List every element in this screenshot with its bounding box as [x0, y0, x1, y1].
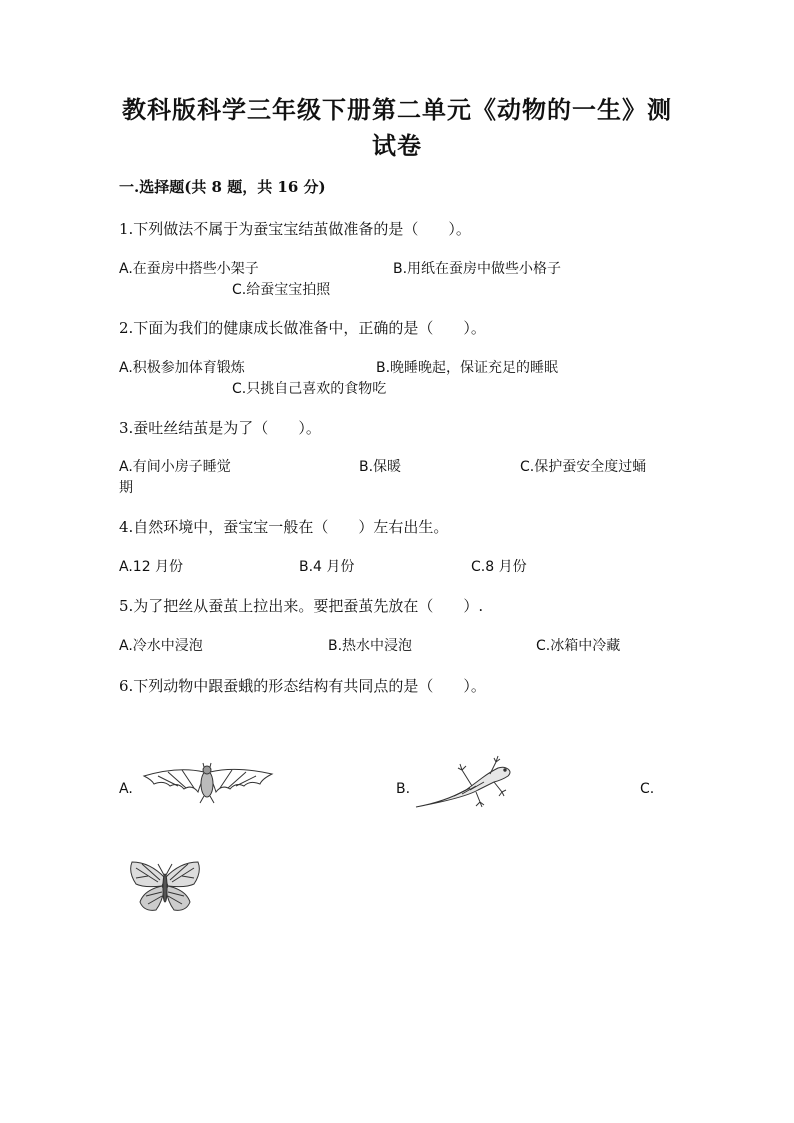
question-1-option-a: A.在蚕房中搭些小架子 — [119, 261, 259, 277]
page-title-line2: 试卷 — [372, 131, 422, 160]
question-2-option-a: A.积极参加体育锻炼 — [119, 360, 245, 376]
question-6-option-b: B. — [396, 781, 411, 797]
question-6-option-a: A. — [119, 781, 133, 797]
question-5-stem: 5.为了把丝从蚕茧上拉出来。要把蚕茧先放在（ ）. — [119, 597, 484, 615]
question-5-option-b: B.热水中浸泡 — [328, 638, 413, 654]
bat-icon — [138, 762, 276, 804]
question-5-option-c: C.冰箱中冷藏 — [536, 638, 621, 654]
butterfly-icon — [128, 858, 202, 914]
question-3-stem: 3.蚕吐丝结茧是为了（ ）。 — [119, 419, 321, 437]
question-4-option-a: A.12 月份 — [119, 559, 184, 575]
question-1-stem: 1.下列做法不属于为蚕宝宝结茧做准备的是（ ）。 — [119, 220, 471, 238]
gecko-icon — [414, 752, 516, 810]
section-heading: 一.选择题(共 8 题，共 16 分) — [119, 178, 326, 196]
question-4-stem: 4.自然环境中，蚕宝宝一般在（ ）左右出生。 — [119, 518, 449, 536]
question-6-stem: 6.下列动物中跟蚕蛾的形态结构有共同点的是（ ）。 — [119, 677, 486, 695]
question-3-option-b: B.保暖 — [359, 459, 402, 475]
question-2-option-c: C.只挑自己喜欢的食物吃 — [232, 381, 387, 397]
question-2-option-b: B.晚睡晚起，保证充足的睡眠 — [376, 360, 559, 376]
question-4-option-b: B.4 月份 — [299, 559, 355, 575]
question-3-option-a: A.有间小房子睡觉 — [119, 459, 231, 475]
question-3-option-c-wrap: 期 — [119, 480, 133, 496]
question-1-option-b: B.用纸在蚕房中做些小格子 — [393, 261, 562, 277]
question-2-stem: 2.下面为我们的健康成长做准备中，正确的是（ ）。 — [119, 319, 486, 337]
question-4-option-c: C.8 月份 — [471, 559, 527, 575]
question-6-option-c: C. — [640, 781, 655, 797]
question-5-option-a: A.冷水中浸泡 — [119, 638, 203, 654]
question-1-option-c: C.给蚕宝宝拍照 — [232, 282, 331, 298]
question-3-option-c: C.保护蚕安全度过蛹 — [520, 459, 647, 475]
page-title-line1: 教科版科学三年级下册第二单元《动物的一生》测 — [122, 95, 672, 124]
